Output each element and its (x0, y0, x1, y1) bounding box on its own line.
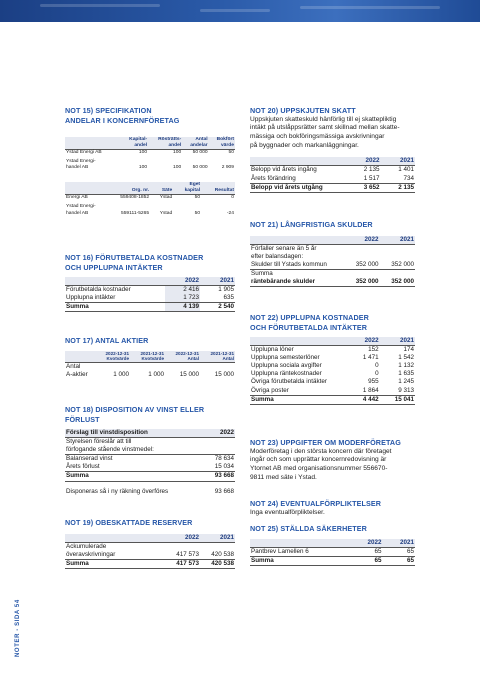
table-header: 2021-12-31 Kvotvärde (140, 350, 164, 362)
table-cell: -24 (226, 210, 234, 216)
table-cell: Balanserad vinst (66, 455, 113, 463)
note-21-title: NOT 21) LÅNGFRISTIGA SKULDER (250, 220, 373, 229)
table-cell: 50 000 (192, 149, 208, 155)
table-cell: 1 401 (398, 166, 414, 174)
table-header (250, 157, 346, 166)
table-cell: 559111-5265 (120, 210, 150, 216)
table-sum-row (65, 559, 235, 568)
table-header: 2021 (399, 235, 414, 243)
table-row (65, 156, 235, 171)
note-15-table-shares (65, 137, 235, 171)
table-row (65, 542, 235, 551)
table-sum-row: Summa 65 65 (251, 556, 414, 564)
table-sum-row (250, 269, 415, 278)
table-row: Upplupna sociala avgifter 0 1 132 (251, 362, 414, 370)
table-cell: Antal (66, 362, 81, 370)
table-header: 2022 (364, 235, 379, 243)
table-cell: 420 538 (211, 559, 234, 567)
note-15 (65, 106, 235, 217)
table-cell: 1 723 (165, 294, 200, 303)
table-cell: räntebärande skulder (251, 277, 316, 285)
table-cell: Ystad (159, 195, 173, 201)
note-23 (250, 438, 415, 482)
note-15-table-companies (65, 182, 235, 216)
page-side-label (12, 600, 22, 660)
table-header: 2022-12-31 Kvotvärde (105, 350, 129, 362)
table-cell: 1 000 (148, 370, 164, 378)
table-header (65, 182, 101, 194)
table-cell: Disponeras så i ny räkning överföres (66, 488, 169, 496)
table-row (65, 294, 235, 303)
note-15-title-line2: ANDELAR I KONCERNFÖRETAG (65, 115, 180, 125)
table-cell: Styrelsen föreslår att till (66, 438, 132, 446)
table-cell: 100 (138, 149, 148, 155)
table-cell: 15 000 (179, 370, 199, 378)
table-cell: 417 573 (176, 550, 199, 558)
table-header: 2022-12-31 Antal (175, 350, 199, 362)
note-16-table (65, 277, 235, 312)
table-cell: 93 668 (214, 472, 234, 480)
table-header: Kapital- andel (129, 137, 148, 148)
table-header: Resultat (214, 188, 234, 194)
note-20-table (250, 157, 415, 192)
table-row (250, 253, 415, 261)
table-cell: 352 000 (391, 277, 414, 285)
note-19-table (65, 534, 235, 569)
table-cell: 15 034 (214, 463, 234, 471)
table-cell: 100 (173, 165, 182, 171)
note-19-title: NOT 19) OBESKATTADE RESERVER (65, 518, 193, 527)
note-15-title-line1: NOT 15) SPECIFIKATION (65, 106, 152, 115)
note-17 (65, 336, 235, 379)
note-25-title: NOT 25) STÄLLDA SÄKERHETER (250, 524, 367, 533)
table-header (250, 539, 350, 548)
table-cell: 2 135 (398, 183, 414, 191)
note-21-table (250, 236, 415, 288)
table-header: 2021 (399, 538, 414, 546)
note-15-title (65, 106, 235, 125)
table-header: 2021 (219, 277, 234, 284)
table-cell: 1 000 (113, 370, 129, 378)
table-header: 2021-12-31 Antal (210, 350, 234, 362)
table-row: Pantbrev Lamellen 6 65 65 (251, 547, 414, 555)
table-header: 2021 (399, 337, 414, 344)
table-cell: Summa (66, 559, 89, 567)
table-cell: A-aktier (66, 370, 88, 378)
table-cell: Årets förlust (66, 463, 100, 471)
note-20 (250, 106, 415, 193)
table-header: 2022 (219, 429, 234, 436)
table-header: 2022 (184, 533, 199, 541)
table-cell: Ystad (159, 210, 173, 216)
table-header: Säte (161, 188, 173, 194)
table-cell: 15 000 (214, 370, 234, 378)
table-header: 2022 (367, 538, 382, 546)
table-cell: Ystad Energi- handel AB (66, 159, 96, 171)
note-20-text: Uppskjuten skatteskuld hänförlig till ej skattepliktig intäkt på utslåppsrätter samt skillnad mellan skatte- mässiga och bokföringsmässiga avskrivningar på byggnader och markanläggningar. (250, 115, 400, 149)
table-header: Antal andelar (190, 137, 208, 148)
table-cell: Summa (66, 472, 89, 480)
band-streak (300, 6, 440, 9)
table-row (65, 149, 235, 156)
table-header: 2022 (365, 157, 380, 165)
table-row (65, 446, 235, 455)
table-row (65, 201, 235, 216)
table-cell: Skulder till Ystads kommun (251, 260, 327, 268)
table-sum-row (250, 183, 415, 192)
table-cell: förfogande stående vinstmedel: (66, 446, 154, 454)
table-header (65, 351, 95, 363)
note-24 (250, 499, 415, 517)
note-25-table (250, 539, 415, 566)
table-row (250, 244, 415, 253)
table-row (65, 438, 235, 447)
table-row: Övriga poster 1 864 9 313 (251, 386, 414, 394)
table-header: 2021 (219, 533, 234, 541)
note-23-title: NOT 23) UPPGIFTER OM MODERFÖRETAG (250, 438, 401, 447)
table-sum-row (65, 472, 235, 481)
note-22-title: NOT 22) UPPLUPNA KOSTNADER OCH FÖRUTBETALDA INTÄKTER (250, 313, 369, 332)
band-streak (40, 4, 160, 7)
note-17-title: NOT 17) ANTAL AKTIER (65, 336, 149, 345)
table-cell: 352 000 (355, 260, 379, 268)
table-header: Rösträtts- andel (158, 137, 182, 148)
note-18 (65, 405, 235, 496)
note-17-table (65, 351, 235, 379)
table-header: Bokfört värde (216, 137, 234, 148)
table-cell: Årets förändring (251, 174, 296, 182)
table-cell: Ystad Energi AB (66, 149, 102, 155)
table-row (250, 175, 415, 184)
note-24-text: Inga eventualförpliktelser. (250, 508, 325, 516)
table-row (65, 286, 235, 295)
table-cell: Förfaller senare än 5 år (251, 244, 317, 252)
note-20-title: NOT 20) UPPSKJUTEN SKATT (250, 106, 356, 115)
table-header (65, 277, 165, 286)
table-cell: Ystad Energi- handel AB (66, 204, 96, 216)
table-cell: Upplupna intäkter (66, 294, 116, 302)
table-row (250, 166, 415, 175)
table-cell: 352 000 (355, 277, 379, 285)
table-header: Förslag till vinstdisposition (66, 429, 148, 436)
table-cell: 352 000 (391, 260, 414, 268)
table-row (65, 371, 235, 379)
table-header: 2022 (184, 277, 199, 284)
table-cell: Summa (66, 303, 89, 311)
table-row (65, 551, 235, 560)
table-cell: 50 (194, 195, 201, 201)
table-cell: 78 634 (214, 455, 234, 463)
table-header (250, 236, 344, 245)
header-band (0, 0, 480, 22)
table-cell: 93 668 (214, 488, 234, 496)
table-row (65, 488, 235, 496)
page-side-label-text: NOTER - SIDA 54 (15, 599, 21, 657)
table-cell: 734 (403, 174, 414, 182)
table-cell: 3 652 (363, 183, 380, 191)
table-cell: 2 540 (218, 303, 234, 311)
table-cell: efter balansdagen: (251, 252, 304, 260)
table-cell: 50 (228, 149, 234, 155)
table-row (65, 195, 235, 202)
table-cell: Belopp vid årets ingång (251, 166, 317, 174)
table-cell: 1 905 (218, 286, 234, 294)
table-cell: Belopp vid årets utgång (251, 183, 323, 191)
table-row (65, 362, 235, 371)
table-cell: Förutbetalda kostnader (66, 286, 131, 294)
note-22 (250, 313, 415, 405)
table-sum-row (250, 278, 415, 287)
note-18-table (65, 429, 235, 496)
table-cell: 417 573 (176, 559, 199, 567)
table-header: Org. nr. (131, 188, 150, 194)
table-row (65, 463, 235, 472)
note-16 (65, 253, 235, 312)
table-row: Upplupna räntekostnader 0 1 635 (251, 370, 414, 378)
table-header (250, 337, 350, 346)
table-cell: 2 909 (221, 165, 234, 171)
note-21 (250, 220, 415, 287)
note-19 (65, 518, 235, 569)
note-16-title: NOT 16) FÖRUTBETALDA KOSTNADER OCH UPPLUPNA INTÄKTER (65, 253, 204, 272)
table-header (65, 137, 121, 149)
table-cell: Summa (251, 269, 273, 277)
table-row: Övriga förutbetalda intäkter 955 1 245 (251, 378, 414, 386)
note-18-title: NOT 18) DISPOSITION AV VINST ELLER FÖRLUST (65, 405, 205, 424)
table-cell: 2 135 (363, 166, 380, 174)
table-header: Eget kapital (184, 182, 201, 194)
table-header (65, 534, 165, 543)
table-cell: 100 (138, 165, 148, 171)
table-header: 2021 (399, 157, 414, 165)
table-cell: 635 (223, 294, 234, 302)
table-cell: 50 000 (192, 165, 208, 171)
note-24-title: NOT 24) EVENTUALFÖRPLIKTELSER (250, 499, 382, 508)
table-sum-row (65, 303, 235, 312)
table-cell: överavskrivningar (66, 550, 116, 558)
table-sum-row: Summa 4 442 15 041 (251, 395, 414, 403)
table-header: 2022 (364, 337, 379, 344)
table-cell: Energi AB (66, 195, 88, 201)
table-cell: 559408-1852 (120, 195, 150, 201)
table-cell: 0 (231, 195, 234, 201)
note-22-table (250, 337, 415, 405)
note-25 (250, 524, 415, 566)
band-streak (200, 9, 270, 12)
table-row: Upplupna semesterlöner 1 471 1 542 (251, 354, 414, 362)
table-cell: 2 416 (165, 286, 200, 295)
table-cell: 1 517 (363, 174, 380, 182)
note-23-text: Moderföretag i den största koncern där företaget ingår och som upprättar koncernredovisning är Ytornet AB med organisationsnummer 556670- 9811 med säte i Ystad. (250, 447, 392, 481)
table-cell: 100 (173, 149, 182, 155)
table-row: Upplupna löner 152 174 (251, 346, 414, 354)
table-row (250, 261, 415, 270)
table-cell: Ackumulerade (66, 542, 107, 550)
table-cell: 420 538 (211, 550, 234, 558)
table-cell: 50 (194, 210, 201, 216)
table-cell: 4 139 (165, 303, 200, 312)
